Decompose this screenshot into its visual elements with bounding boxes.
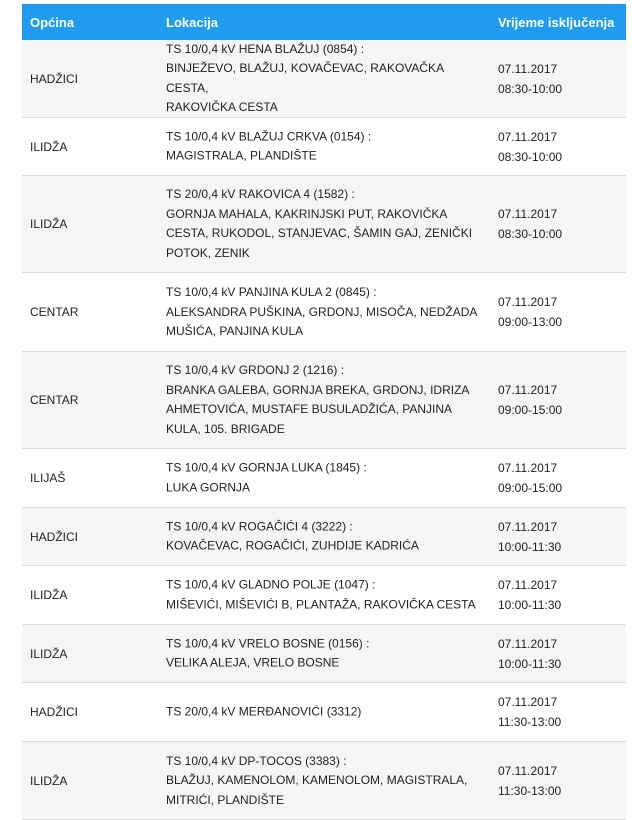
- location-line: KULA, 105. BRIGADE: [166, 421, 285, 436]
- table-row: [22, 176, 626, 273]
- outage-date: 07.11.2017: [498, 763, 558, 778]
- lokacija-cell: [166, 361, 480, 439]
- lokacija-cell: [166, 185, 480, 263]
- substation-label: TS 10/0,4 kV BLAŽUJ CRKVA (0154) :: [166, 129, 372, 143]
- table-row: [22, 118, 626, 176]
- vrijeme-cell: [498, 692, 561, 732]
- opcina-cell: CENTAR: [30, 393, 79, 407]
- header-opcina: Općina: [30, 15, 75, 30]
- opcina-cell: HADŽICI: [30, 71, 78, 86]
- outage-time: 08:30-10:00: [498, 149, 563, 164]
- table-row: [22, 352, 626, 449]
- location-line: AHMETOVIĆA, MUSTAFE BUSULADŽIĆA, PANJINA: [166, 402, 453, 416]
- header-vrijeme: Vrijeme isključenja: [498, 15, 615, 30]
- substation-label: TS 10/0,4 kV GRDONJ 2 (1216) :: [166, 363, 345, 377]
- table-row: [22, 40, 626, 118]
- substation-label: TS 10/0,4 kV PANJINA KULA 2 (0845) :: [166, 284, 377, 299]
- substation-label: TS 10/0,4 kV GORNJA LUKA (1845) :: [166, 460, 367, 475]
- table-row: [22, 273, 626, 352]
- lokacija-cell: [166, 517, 480, 556]
- substation-label: TS 10/0,4 kV DP-TOCOS (3383) :: [166, 753, 347, 768]
- opcina-cell: ILIDŽA: [30, 139, 68, 154]
- location-line: MIŠEVIĆI, MIŠEVIĆI B, PLANTAŽA, RAKOVIČKA CESTA: [166, 597, 476, 611]
- opcina-cell: ILIDŽA: [30, 588, 68, 602]
- vrijeme-cell: [498, 517, 561, 557]
- vrijeme-cell: [498, 458, 562, 498]
- opcina-cell: ILIDŽA: [30, 773, 68, 788]
- vrijeme-cell: [498, 761, 561, 801]
- location-line: RAKOVIČKA CESTA: [166, 100, 278, 114]
- outage-date: 07.11.2017: [498, 295, 558, 309]
- location-line: MAGISTRALA, PLANDIŠTE: [166, 148, 317, 163]
- outage-time: 09:00-13:00: [498, 315, 563, 329]
- location-line: LUKA GORNJA: [166, 480, 251, 494]
- location-line: MITRIĆI, PLANDIŠTE: [166, 792, 285, 807]
- lokacija-cell: [166, 127, 480, 166]
- table-row: [22, 742, 626, 820]
- vrijeme-cell: [498, 127, 562, 167]
- substation-label: TS 10/0,4 kV ROGAČIĆI 4 (3222) :: [166, 519, 353, 533]
- outage-date: 07.11.2017: [498, 461, 558, 475]
- location-line: VELIKA ALEJA, VRELO BOSNE: [166, 655, 340, 670]
- opcina-cell: ILIDŽA: [30, 217, 68, 231]
- table-header: [22, 4, 626, 40]
- table-body: [22, 40, 626, 820]
- vrijeme-cell: [498, 634, 561, 674]
- location-line: POTOK, ZENIK: [166, 245, 250, 260]
- location-line: BINJEŽEVO, BLAŽUJ, KOVAČEVAC, RAKOVAČKA CESTA,: [166, 61, 444, 95]
- vrijeme-cell: [498, 380, 562, 420]
- outage-date: 07.11.2017: [498, 383, 558, 397]
- outage-time: 10:00-11:30: [498, 598, 562, 612]
- substation-label: TS 20/0,4 kV MERĐANOVIĆI (3312): [166, 704, 362, 719]
- lokacija-cell: [166, 634, 480, 673]
- location-line: BRANKA GALEBA, GORNJA BREKA, GRDONJ, IDRIZA: [166, 382, 470, 397]
- vrijeme-cell: [498, 204, 562, 244]
- outage-date: 07.11.2017: [498, 695, 558, 709]
- substation-label: TS 10/0,4 kV VRELO BOSNE (0156) :: [166, 636, 370, 650]
- vrijeme-cell: [498, 59, 562, 99]
- vrijeme-cell: [498, 575, 561, 615]
- opcina-cell: CENTAR: [30, 305, 79, 319]
- location-line: ALEKSANDRA PUŠKINA, GRDONJ, MISOČA, NEDŽADA: [166, 304, 478, 319]
- outage-time: 09:00-15:00: [498, 481, 563, 495]
- location-line: MUŠIĆA, PANJINA KULA: [166, 323, 304, 338]
- outage-date: 07.11.2017: [498, 129, 558, 144]
- lokacija-cell: [166, 751, 480, 810]
- header-lokacija: Lokacija: [166, 15, 219, 30]
- location-line: CESTA, RUKODOL, STANJEVAC, ŠAMIN GAJ, ZENIČKI: [166, 226, 473, 240]
- outage-date: 07.11.2017: [498, 636, 558, 651]
- lokacija-cell: [166, 702, 480, 722]
- table-row: [22, 625, 626, 683]
- lokacija-cell: [166, 40, 480, 118]
- outage-time: 08:30-10:00: [498, 81, 563, 96]
- outage-time: 09:00-15:00: [498, 403, 563, 417]
- table-row: [22, 566, 626, 625]
- lokacija-cell: [166, 576, 480, 615]
- outage-time: 11:30-13:00: [498, 783, 562, 798]
- substation-label: TS 20/0,4 kV RAKOVICA 4 (1582) :: [166, 187, 355, 201]
- vrijeme-cell: [498, 292, 562, 332]
- lokacija-cell: [166, 283, 480, 342]
- outage-time: 10:00-11:30: [498, 656, 562, 671]
- outage-date: 07.11.2017: [498, 578, 558, 592]
- outage-date: 07.11.2017: [498, 519, 558, 534]
- table-row: [22, 508, 626, 566]
- outage-date: 07.11.2017: [498, 61, 558, 76]
- table-row: [22, 449, 626, 508]
- opcina-cell: HADŽICI: [30, 705, 78, 719]
- lokacija-cell: [166, 459, 480, 498]
- location-line: KOVAČEVAC, ROGAČIĆI, ZUHDIJE KADRIĆA: [166, 538, 419, 553]
- opcina-cell: HADŽICI: [30, 529, 78, 544]
- opcina-cell: ILIJAŠ: [30, 471, 66, 485]
- substation-label: TS 10/0,4 kV HENA BLAŽUJ (0854) :: [166, 41, 365, 56]
- outage-table: [22, 4, 626, 820]
- outage-time: 10:00-11:30: [498, 539, 562, 554]
- outage-time: 11:30-13:00: [498, 715, 562, 729]
- opcina-cell: ILIDŽA: [30, 646, 68, 661]
- table-row: [22, 683, 626, 742]
- outage-time: 08:30-10:00: [498, 227, 563, 241]
- substation-label: TS 10/0,4 kV GLADNO POLJE (1047) :: [166, 577, 376, 592]
- location-line: GORNJA MAHALA, KAKRINJSKI PUT, RAKOVIČKA: [166, 206, 448, 221]
- outage-date: 07.11.2017: [498, 207, 558, 221]
- location-line: BLAŽUJ, KAMENOLOM, KAMENOLOM, MAGISTRALA,: [166, 772, 468, 787]
